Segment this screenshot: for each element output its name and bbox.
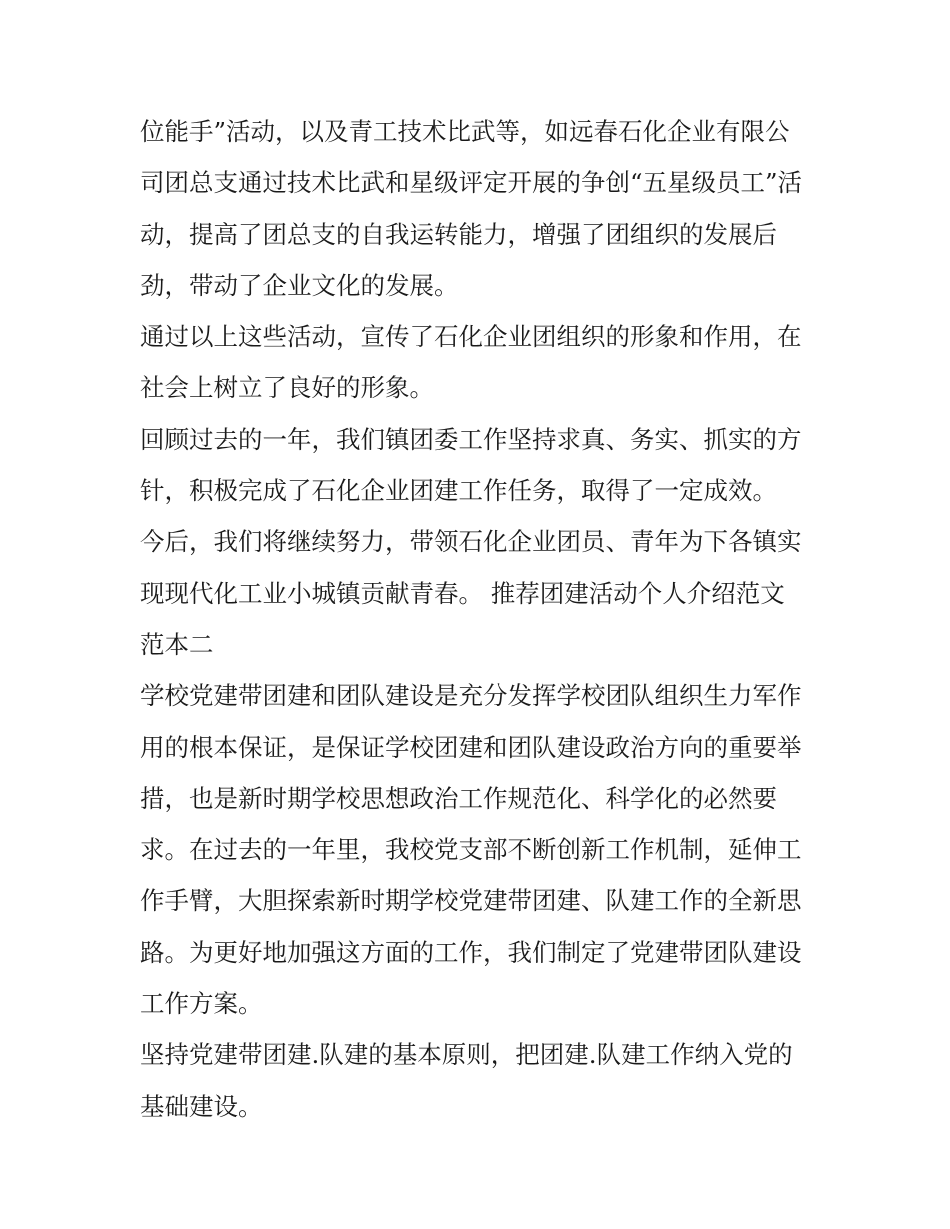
text-line: 基础建设。	[140, 1091, 263, 1121]
paragraph-4	[140, 516, 820, 670]
paragraph-6	[140, 1029, 820, 1132]
text-line: 求。在过去的一年里，我校党支部不断创新工作机制，延伸工	[140, 835, 802, 865]
text-line: 坚持党建带团建.队建的基本原则，把团建.队建工作纳入党的	[140, 1040, 793, 1070]
text-line: 位能手”活动，以及青工技术比武等，如远春石化企业有限公	[140, 117, 790, 146]
text-line: 回顾过去的一年，我们镇团委工作坚持求真、务实、抓实的方	[140, 424, 802, 454]
text-line: 动，提高了团总支的自我运转能力，增强了团组织的发展后	[140, 219, 777, 249]
paragraph-3	[140, 414, 820, 517]
document-body	[140, 106, 820, 1132]
paragraph-5	[140, 670, 820, 1029]
text-line: 路。为更好地加强这方面的工作，我们制定了党建带团队建设	[140, 937, 802, 967]
text-line: 用的根本保证，是保证学校团建和团队建设政治方向的重要举	[140, 732, 802, 762]
text-line: 学校党建带团建和团队建设是充分发挥学校团队组织生力军作	[140, 681, 802, 711]
section-heading: 范本二	[140, 629, 214, 659]
text-line: 通过以上这些活动，宣传了石化企业团组织的形象和作用，在	[140, 322, 802, 352]
text-line: 司团总支通过技术比武和星级评定开展的争创“五星级员工”活	[140, 168, 803, 198]
text-line: 工作方案。	[140, 989, 263, 1019]
text-line: 作手臂，大胆探索新时期学校党建带团建、队建工作的全新思	[140, 886, 802, 916]
text-line: 现现代化工业小城镇贡献青春。 推荐团建活动个人介绍范文	[140, 578, 785, 608]
text-line: 针，积极完成了石化企业团建工作任务，取得了一定成效。	[140, 476, 777, 506]
paragraph-1	[140, 106, 820, 311]
text-line: 措，也是新时期学校思想政治工作规范化、科学化的必然要	[140, 783, 777, 813]
text-line: 劲，带动了企业文化的发展。	[140, 270, 459, 300]
text-line: 今后，我们将继续努力，带领石化企业团员、青年为下各镇实	[140, 527, 802, 557]
text-line: 社会上树立了良好的形象。	[140, 373, 434, 403]
paragraph-2	[140, 311, 820, 414]
